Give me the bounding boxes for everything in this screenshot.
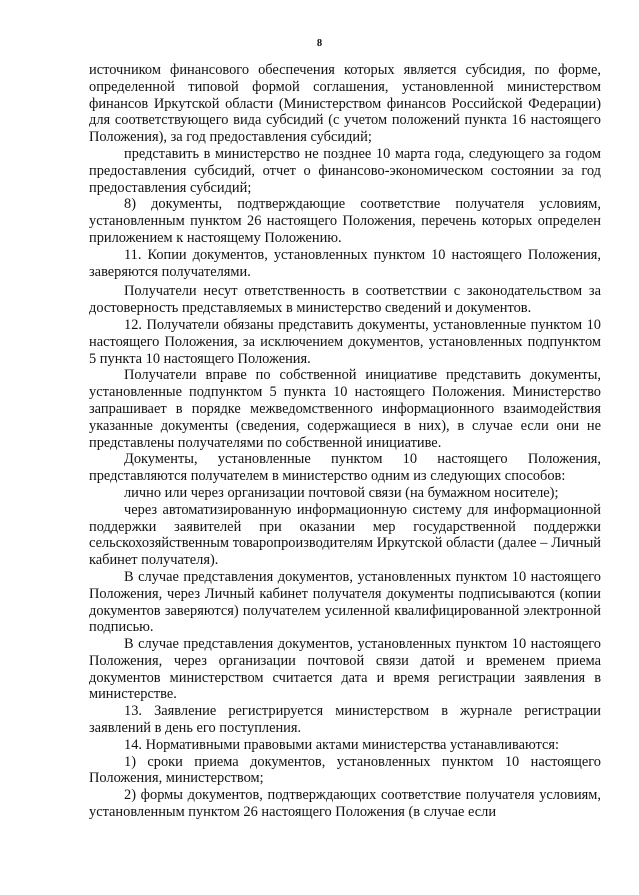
paragraph-12: В случае представления документов, установленных пунктом 10 настоящего Положения, через организации почтовой связи датой и временем приема документов министерством считается дата и время регистрации заявления в министерстве.: [89, 636, 601, 703]
paragraph-10: через автоматизированную информационную систему для информационной поддержки заявителей при оказании мер государственной поддержки сельскохозяйственным товаропроизводителям Иркутской области (далее – Личный кабинет получателя).: [89, 501, 601, 569]
document-body: [89, 62, 601, 821]
paragraph-14: 14. Нормативными правовыми актами министерства устанавливаются:: [124, 736, 559, 753]
paragraph-3: 8) документы, подтверждающие соответствие получателя условиям, установленным пунктом 26 настоящего Положения, перечень которых определен приложением к настоящему Положению.: [89, 196, 601, 246]
paragraph-2: представить в министерство не позднее 10 марта года, следующего за годом предоставления субсидий, отчет о финансово-экономическом состоянии за год предоставления субсидий;: [89, 145, 601, 196]
paragraph-4: 11. Копии документов, установленных пунктом 10 настоящего Положения, заверяются получателями.: [89, 246, 601, 280]
paragraph-8: Документы, установленные пунктом 10 настоящего Положения, представляются получателем в министерство одним из следующих способов:: [89, 451, 601, 485]
paragraph-5: Получатели несут ответственность в соответствии с законодательством за достоверность представляемых в министерство сведений и документов.: [89, 283, 601, 317]
paragraph-9: лично или через организации почтовой связи (на бумажном носителе);: [124, 484, 559, 501]
paragraph-1: источником финансового обеспечения которых является субсидия, по форме, определенной типовой формой соглашения, установленной министерством финансов Иркутской области (Министерством финансов Российской Федерации) для соответствующего вида субсидий (с учетом положений пункта 16 настоящего Положения), за год предоставления субсидий;: [89, 62, 601, 146]
paragraph-7: Получатели вправе по собственной инициативе представить документы, установленные подпунктом 5 пункта 10 настоящего Положения. Министерство запрашивает в порядке межведомственного информационного взаимодействия указанные документы (сведения, содержащиеся в них), в случае если они не представлены получателями по собственной инициативе.: [89, 367, 601, 451]
paragraph-6: 12. Получатели обязаны представить документы, установленные пунктом 10 настоящего Положения, за исключением документов, установленных подпунктом 5 пункта 10 настоящего Положения.: [89, 316, 601, 367]
paragraph-13: 13. Заявление регистрируется министерством в журнале регистрации заявлений в день его поступления.: [89, 703, 601, 737]
paragraph-15: 1) сроки приема документов, установленных пунктом 10 настоящего Положения, министерством;: [89, 753, 601, 787]
page-number: 8: [316, 38, 323, 49]
paragraph-11: В случае представления документов, установленных пунктом 10 настоящего Положения, через Личный кабинет получателя документы подписываются (копии документов заверяются) получателем усиленной квалифицированной электронной подписью.: [89, 568, 601, 636]
paragraph-16: 2) формы документов, подтверждающих соответствие получателя условиям, установленным пунктом 26 настоящего Положения (в случае если: [89, 787, 601, 821]
